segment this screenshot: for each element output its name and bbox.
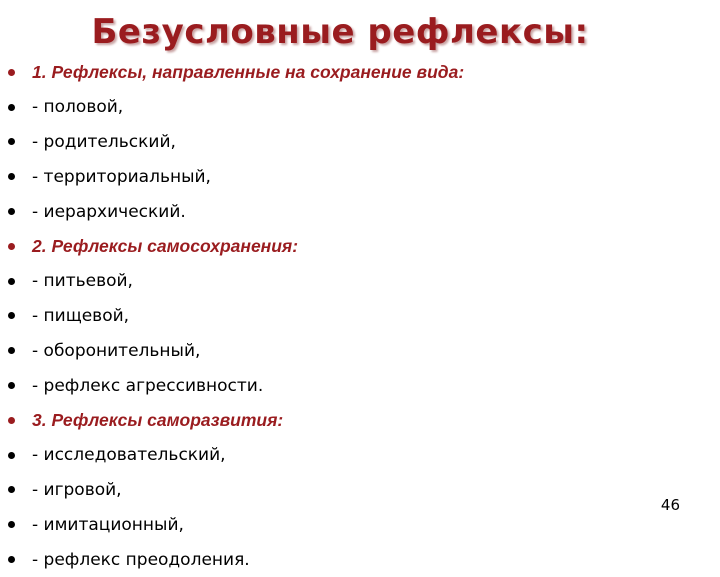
section-heading-species — [6, 55, 706, 90]
list-item — [6, 125, 706, 160]
bullet-dot-icon — [8, 486, 15, 493]
bullet-dot-icon — [8, 556, 15, 563]
bullet-dot-icon — [8, 312, 15, 319]
section-heading-self-development — [6, 403, 706, 438]
bullet-text: - имитационный, — [32, 514, 184, 535]
bullet-dot-icon — [8, 278, 15, 285]
bullet-dot-icon — [8, 521, 15, 528]
list-item — [6, 159, 706, 194]
bullet-text: - пищевой, — [32, 305, 130, 326]
bullet-dot-icon — [8, 417, 15, 424]
bullet-dot-icon — [8, 173, 15, 180]
bullet-list — [6, 55, 706, 577]
bullet-text: - рефлекс агрессивности. — [32, 375, 264, 396]
bullet-dot-icon — [8, 382, 15, 389]
slide-title: Безусловные рефлексы: — [91, 12, 589, 52]
list-item — [6, 368, 706, 403]
bullet-dot-icon — [8, 243, 15, 250]
list-item — [6, 333, 706, 368]
list-item — [6, 194, 706, 229]
bullet-text: - рефлекс преодоления. — [32, 549, 250, 570]
bullet-dot-icon — [8, 208, 15, 215]
list-item — [6, 438, 706, 473]
bullet-dot-icon — [8, 452, 15, 459]
page-number: 46 — [660, 496, 680, 514]
list-item — [6, 507, 706, 542]
bullet-text: 2. Рефлексы самосохранения: — [32, 235, 299, 256]
bullet-text: - игровой, — [32, 479, 122, 500]
list-item — [6, 264, 706, 299]
list-item — [6, 542, 706, 577]
list-item — [6, 299, 706, 334]
bullet-text: - исследовательский, — [32, 445, 226, 466]
list-item — [6, 90, 706, 125]
bullet-text: - иерархический. — [32, 201, 186, 222]
bullet-dot-icon — [8, 138, 15, 145]
bullet-text: - оборонительный, — [32, 340, 201, 361]
bullet-text: - половой, — [32, 97, 124, 118]
bullet-dot-icon — [8, 104, 15, 111]
bullet-text: - родительский, — [32, 131, 176, 152]
list-item — [6, 473, 706, 508]
bullet-text: 3. Рефлексы саморазвития: — [32, 409, 284, 430]
bullet-dot-icon — [8, 69, 15, 76]
bullet-text: - территориальный, — [32, 166, 211, 187]
bullet-dot-icon — [8, 347, 15, 354]
bullet-text: 1. Рефлексы, направленные на сохранение вида: — [32, 61, 465, 82]
bullet-text: - питьевой, — [32, 271, 133, 292]
section-heading-self-preservation — [6, 229, 706, 264]
